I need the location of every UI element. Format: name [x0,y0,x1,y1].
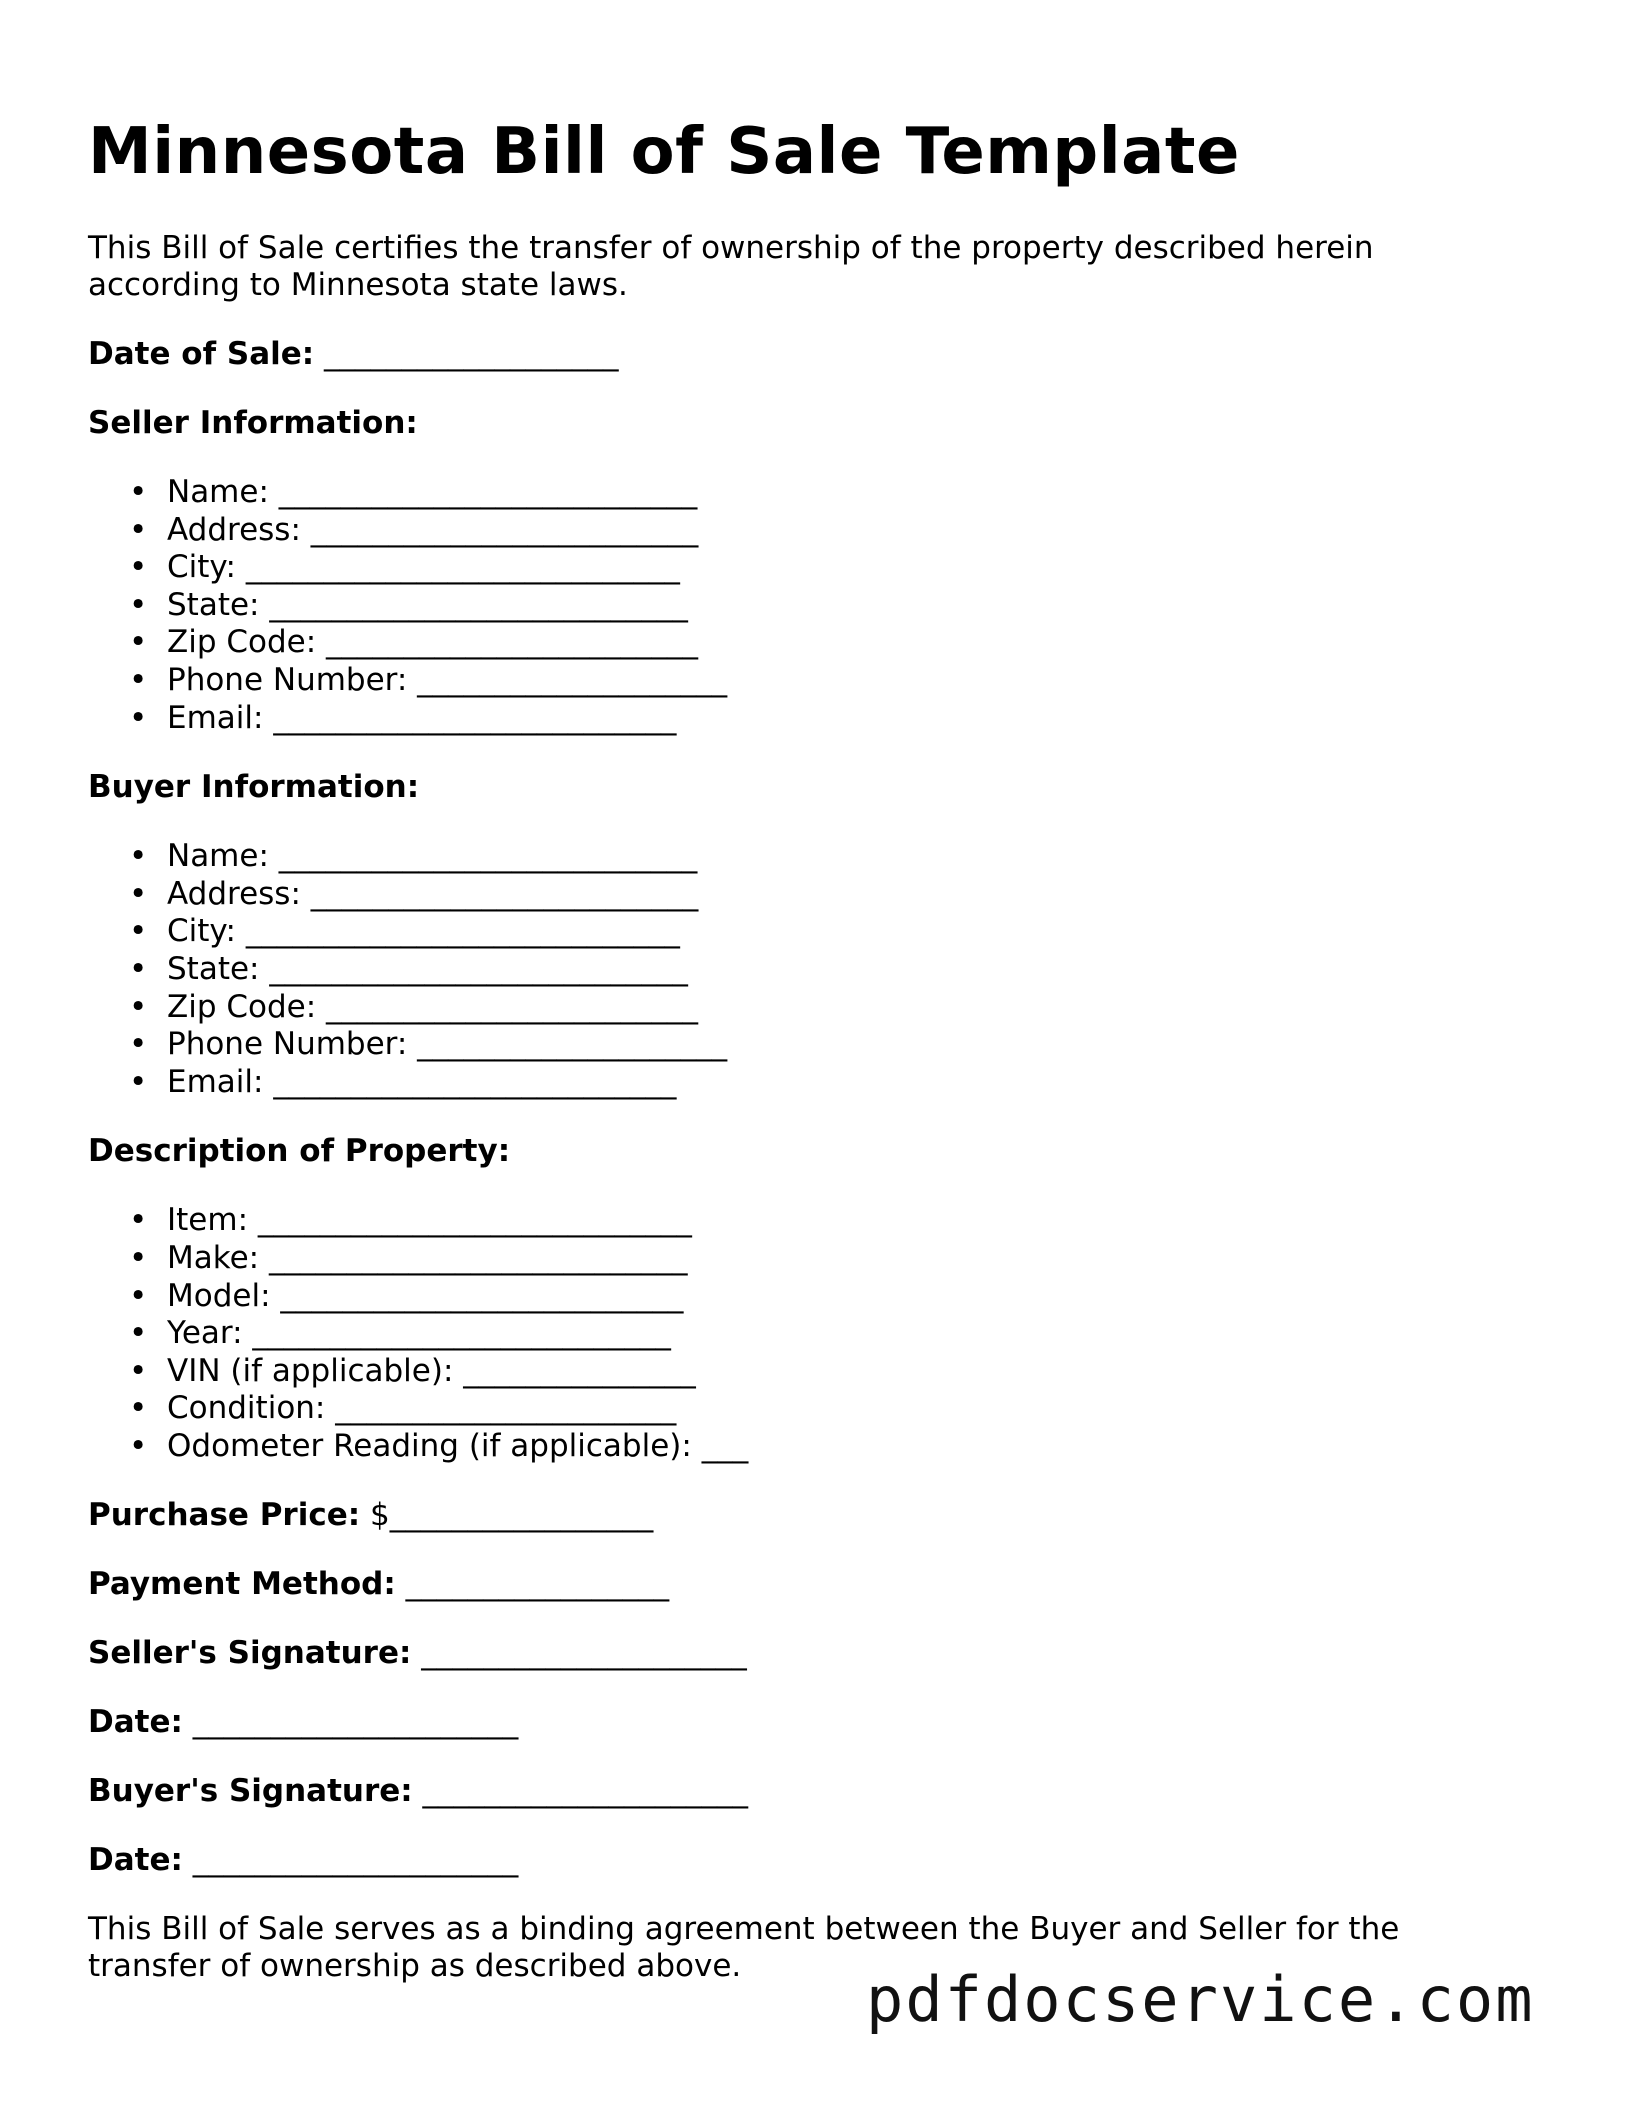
field-label: Year: [167,1315,243,1352]
field-label: Name: [167,838,269,875]
bullet-icon: • [129,586,148,623]
bullet-icon: • [129,838,148,875]
purchase-price-label: Purchase Price: [88,1497,361,1534]
buyer-field [129,913,1508,951]
seller-field [129,511,1508,550]
buyer-field [129,838,1508,876]
property-field [129,1390,1508,1428]
seller-heading: Seller Information: [88,405,418,441]
bullet-icon: • [129,474,148,510]
buyer-date-line [88,1842,1508,1879]
bullet-icon: • [129,875,148,912]
field-blank: ________________________ [326,624,699,661]
field-label: State: [167,950,260,987]
bullet-icon: • [129,549,148,586]
field-label: VIN (if applicable): [167,1352,454,1389]
seller-field [129,624,1508,662]
buyer-signature-label: Buyer's Signature: [88,1773,413,1810]
field-blank: ___________________________ [252,1315,671,1352]
buyer-field [129,875,1508,914]
property-fields [88,1202,1508,1465]
field-blank: ___ [701,1427,749,1464]
buyer-date-blank: _____________________ [192,1842,519,1879]
intro-paragraph: This Bill of Sale certifies the transfer of ownership of the property described herein according to Minnesota state laws. [88,230,1374,303]
payment-method-label: Payment Method: [88,1566,396,1603]
bullet-icon: • [129,950,148,987]
seller-field [129,474,1508,512]
bullet-icon: • [129,913,148,950]
bullet-icon: • [129,1315,148,1352]
bullet-icon: • [129,988,148,1025]
field-blank: __________________________ [273,699,677,736]
purchase-price-blank: $_________________ [370,1497,654,1534]
seller-field [129,549,1508,587]
seller-signature-line [88,1635,1508,1672]
seller-date-label: Date: [88,1704,183,1741]
seller-signature-blank: _____________________ [421,1635,747,1672]
field-label: Address: [167,511,301,548]
bullet-icon: • [129,1277,148,1314]
field-label: Condition: [167,1390,326,1427]
seller-signature-label: Seller's Signature: [88,1635,412,1672]
seller-date-blank: _____________________ [192,1704,519,1741]
field-label: Phone Number: [167,1026,408,1063]
field-label: Name: [167,474,269,510]
bullet-icon: • [129,624,148,661]
bullet-icon: • [129,1239,148,1276]
bullet-icon: • [129,699,148,736]
field-blank: _______________ [463,1352,696,1389]
buyer-field [129,950,1508,989]
field-label: State: [167,586,260,623]
document-page [88,112,1508,1985]
bullet-icon: • [129,1063,148,1100]
buyer-field [129,1026,1508,1064]
field-label: Address: [167,875,301,912]
buyer-field [129,988,1508,1027]
property-field [129,1202,1508,1240]
field-blank: ___________________________ [269,950,688,987]
property-field [129,1352,1508,1391]
field-blank: ____________________________ [245,913,680,950]
bullet-icon: • [129,1427,148,1464]
field-blank: ____________________ [417,661,728,698]
buyer-signature-blank: _____________________ [422,1773,749,1810]
property-field [129,1427,1508,1466]
buyer-fields [88,838,1508,1101]
field-blank: __________________________ [280,1277,684,1314]
field-blank: ________________________ [326,988,699,1025]
field-label: Zip Code: [167,624,317,661]
seller-date-line [88,1704,1508,1741]
field-blank: ___________________________ [278,474,698,510]
field-blank: __________________________ [273,1063,677,1100]
field-label: Make: [167,1239,260,1276]
date-of-sale-line [88,336,1508,373]
field-blank: ___________________________ [269,586,688,623]
field-blank: ____________________ [417,1026,728,1063]
closing-paragraph: This Bill of Sale serves as a binding agreement between the Buyer and Seller for the transfer of ownership as described above. [88,1911,1400,1985]
field-blank: ____________________________ [245,549,680,586]
payment-method-blank: _________________ [405,1566,670,1603]
field-blank: ______________________ [335,1390,677,1427]
property-field [129,1239,1508,1278]
property-field [129,1277,1508,1316]
field-label: Model: [167,1277,271,1314]
buyer-signature-line [88,1773,1508,1810]
date-of-sale-blank: ___________________ [324,336,619,372]
property-field [129,1315,1508,1353]
payment-method-line [88,1566,1508,1603]
seller-field [129,699,1508,738]
field-label: City: [167,913,236,950]
field-label: Phone Number: [167,661,408,698]
field-label: Zip Code: [167,988,317,1025]
field-blank: _________________________ [310,875,699,912]
field-label: City: [167,549,236,586]
buyer-date-label: Date: [88,1842,183,1879]
field-blank: ___________________________ [268,1239,688,1276]
document-title: Minnesota Bill of Sale Template [88,115,1240,189]
field-label: Email: [167,1063,264,1100]
bullet-icon: • [129,1352,148,1389]
field-label: Odometer Reading (if applicable): [167,1427,692,1464]
watermark: pdfdocservice.com [866,1963,1535,2036]
field-blank: _________________________ [310,511,699,548]
seller-fields [88,474,1508,737]
buyer-heading: Buyer Information: [88,769,420,806]
field-label: Email: [167,699,264,736]
field-blank: ____________________________ [257,1202,692,1239]
bullet-icon: • [129,661,148,698]
property-heading: Description of Property: [88,1133,511,1170]
field-label: Item: [167,1202,249,1239]
field-blank: ___________________________ [278,838,698,875]
seller-field [129,661,1508,700]
bullet-icon: • [129,511,148,548]
bullet-icon: • [129,1390,148,1427]
seller-field [129,586,1508,625]
date-of-sale-label: Date of Sale: [88,336,315,372]
buyer-field [129,1063,1508,1102]
bullet-icon: • [129,1202,148,1239]
bullet-icon: • [129,1026,148,1063]
purchase-price-line [88,1497,1508,1534]
